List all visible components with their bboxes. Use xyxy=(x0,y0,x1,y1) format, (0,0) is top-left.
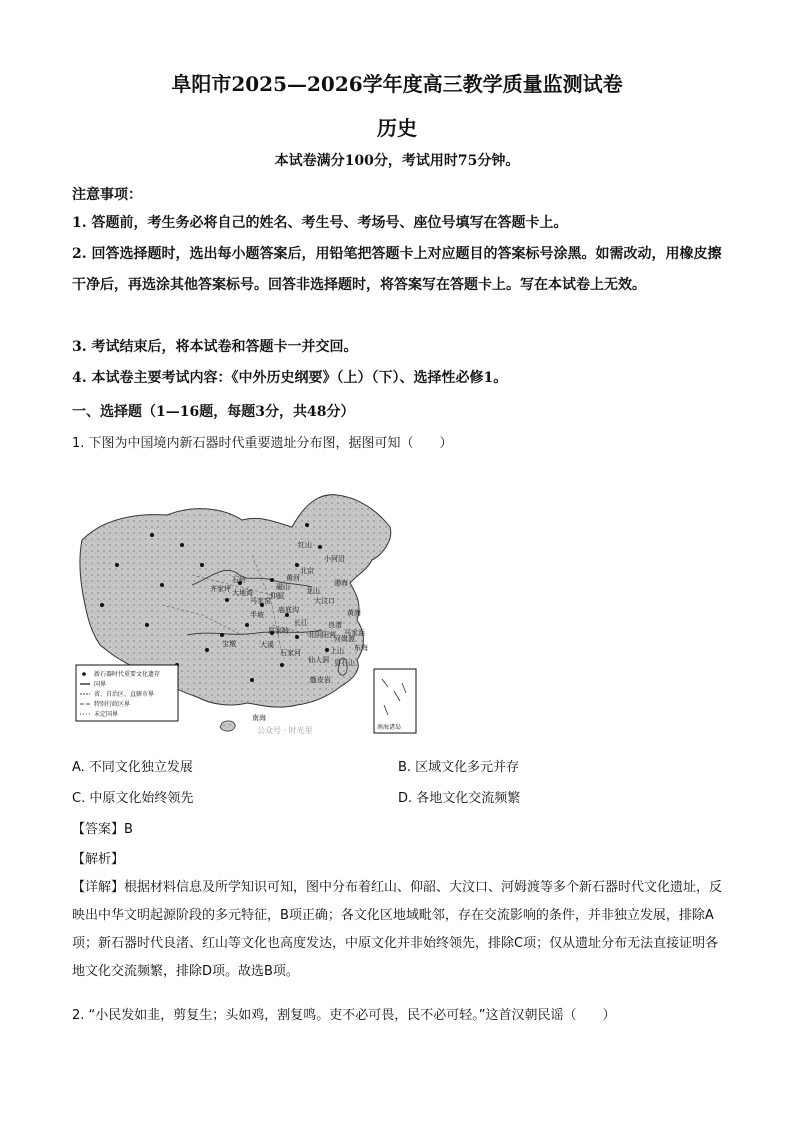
note-item: 1. 答题前，考生务必将自己的姓名、考生号、考场号、座位号填写在答题卡上。 xyxy=(72,215,568,231)
map-label: 马家浜 xyxy=(344,629,365,637)
site-marker xyxy=(145,623,149,627)
exam-info: 本试卷满分100分，考试用时75分钟。 xyxy=(274,153,520,169)
map-label: 黄海 xyxy=(347,609,361,617)
legend-item: 新石器时代重要文化遗存 xyxy=(94,671,161,678)
option-b[interactable]: B. 区域文化多元并存 xyxy=(398,760,520,775)
map-label: 仙人洞 xyxy=(308,656,329,664)
map-label: 宝墩 xyxy=(222,640,236,648)
site-marker xyxy=(220,633,224,637)
option-c[interactable]: C. 中原文化始终领先 xyxy=(72,791,194,806)
site-marker xyxy=(205,648,209,652)
map-label: 马家窑 xyxy=(250,597,271,605)
map-label: 上山 xyxy=(330,647,344,655)
map-legend xyxy=(76,665,178,721)
map-label: 甑皮岩 xyxy=(310,676,331,684)
notes-heading: 注意事项： xyxy=(72,187,142,203)
map-label: 齐家坪 xyxy=(210,585,231,593)
site-marker xyxy=(225,598,229,602)
site-marker xyxy=(150,533,154,537)
map-label: 北京 xyxy=(300,567,314,575)
question-2-stem: 2. “小民发如韭，剪复生；头如鸡，割复鸣。吏不必可畏，民不必可轻。”这首汉朝民谣（ ） xyxy=(72,1008,616,1023)
site-marker xyxy=(305,523,309,527)
map-label: 大汶口 xyxy=(314,597,335,605)
site-marker xyxy=(200,563,204,567)
option-d[interactable]: D. 各地文化交流频繁 xyxy=(398,791,521,806)
site-marker xyxy=(245,623,249,627)
analysis-detail: 【详解】根据材料信息及所学知识可知，图中分布着红山、仰韶、大汶口、河姆渡等多个新石器时代文化遗址，反映出中华文明起源阶段的多元特征，B项正确；各文化区地域毗邻，存在交流影响的条件，并非独立发展，排除A项；新石器时代良渚、红山等文化也高度发达，中原文化并非始终领先，排除C项；仅从遗址分布无法直接证明各地文化交流频繁，排除D项。故选B项。 xyxy=(72,880,723,979)
site-marker xyxy=(280,663,284,667)
analysis-label: 【解析】 xyxy=(72,852,125,867)
map-label: 磁山 xyxy=(276,583,290,591)
map-label: 大地湾 xyxy=(232,589,253,597)
subject-title: 历史 xyxy=(377,116,417,140)
note-item: 3. 考试结束后，将本试卷和答题卡一并交回。 xyxy=(72,339,358,355)
site-marker xyxy=(250,678,254,682)
map-label: 大溪 xyxy=(260,641,274,649)
hainan-island xyxy=(220,721,235,731)
map-label: 北阴阳营 xyxy=(308,631,336,639)
map-label: 黄河 xyxy=(286,574,300,582)
legend-item: 国界 xyxy=(94,681,107,688)
exam-title: 阜阳市2025—2026学年度高三教学质量监测试卷 xyxy=(171,72,623,96)
legend-item: 未定国界 xyxy=(94,711,119,718)
site-marker xyxy=(295,563,299,567)
legend-item: 特别行政区界 xyxy=(94,701,131,708)
section-heading: 一、选择题（1—16题，每题3分，共48分） xyxy=(72,404,355,420)
answer-label: 【答案】B xyxy=(72,822,133,837)
inset-label: 南海诸岛 xyxy=(377,724,402,731)
legend-item: 省、自治区、直辖市界 xyxy=(94,691,155,698)
map-label: 东海 xyxy=(354,644,368,652)
site-marker xyxy=(100,603,104,607)
map-label: 良渚 xyxy=(328,621,342,629)
map-label: 河姆渡 xyxy=(334,635,355,643)
note-item: 4. 本试卷主要考试内容：《中外历史纲要》（上）（下）、选择性必修1。 xyxy=(72,370,508,386)
site-marker xyxy=(270,578,274,582)
map-label: 屈家岭 xyxy=(268,627,289,635)
map-label: 长江 xyxy=(294,619,308,627)
map-label: 红山 xyxy=(298,541,312,549)
map-label: 石家河 xyxy=(280,649,301,657)
watermark: 公众号 · 时光里 xyxy=(257,726,313,735)
map-label: 龙山 xyxy=(306,587,320,595)
map-label: 昙石山 xyxy=(334,659,355,667)
note-item: 2. 回答选择题时，选出每小题答案后，用铅笔把答题卡上对应题目的答案标号涂黑。如需改动，用橡皮擦干净后，再选涂其他答案标号。回答非选择题时，将答案写在答题卡上。写在本试卷上无效。 xyxy=(72,246,722,293)
map-label: 渤海 xyxy=(334,579,348,587)
site-marker xyxy=(180,543,184,547)
site-marker xyxy=(295,635,299,639)
map-figure xyxy=(72,465,420,737)
site-marker xyxy=(115,563,119,567)
map-label: 石岭 xyxy=(232,576,246,584)
south-china-sea-inset xyxy=(374,669,416,733)
china-neolithic-map xyxy=(72,465,420,737)
map-label: 南海 xyxy=(252,714,266,722)
map-label: 小河沿 xyxy=(324,555,345,563)
map-label: 庙底沟 xyxy=(278,606,299,614)
question-1-stem: 1. 下图为中国境内新石器时代重要遗址分布图，据图可知（ ） xyxy=(72,436,453,451)
option-a[interactable]: A. 不同文化独立发展 xyxy=(72,760,193,775)
map-label: 仰韶 xyxy=(270,592,284,600)
site-marker xyxy=(160,583,164,587)
map-label: 半坡 xyxy=(250,611,264,619)
site-marker xyxy=(318,545,322,549)
site-marker xyxy=(325,648,329,652)
